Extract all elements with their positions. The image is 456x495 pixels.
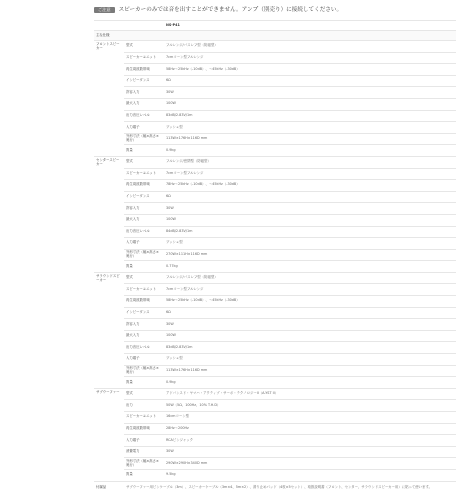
spec-label: 型式 [124, 156, 164, 168]
model-row [94, 21, 456, 31]
spec-label: 外形寸法（幅×高さ×奥行） [124, 133, 164, 145]
spec-label: 外形寸法（幅×高さ×奥行） [124, 249, 164, 261]
spec-row [94, 249, 456, 261]
spec-table [94, 20, 456, 495]
spec-label: 出力 [124, 400, 164, 412]
spec-row [94, 400, 456, 412]
spec-value: 270W×111H×116D mm [164, 249, 456, 261]
spec-value: 0.77kg [164, 261, 456, 273]
spec-value: 113W×176H×116D mm [164, 365, 456, 377]
spec-value: 50W（5Ω、100Hz、10% T.H.D） [164, 400, 456, 412]
notice-text: スピーカーのみでは音を出すことができません。アンプ（別売り）に接続してください。 [118, 6, 343, 13]
spec-label: インピーダンス [124, 191, 164, 203]
spec-value: アドバンスド・ヤマハ・アクティブ・サーボ・テクノロジーII（A-YST II） [164, 388, 456, 400]
spec-value: 290W×290H×340D mm [164, 458, 456, 470]
spec-label: 入力端子 [124, 238, 164, 250]
spec-row [94, 354, 456, 366]
spec-row [94, 203, 456, 215]
spec-row [94, 64, 456, 76]
section-label: 主な仕様 [94, 31, 124, 41]
spec-label: 入力端子 [124, 435, 164, 447]
spec-value: 78Hz～25kHz（-10dB）、～45kHz（-30dB） [164, 180, 456, 192]
model-value: NS-P41 [164, 21, 456, 31]
notice-badge: ご注意 [94, 7, 115, 14]
spec-label: 質量 [124, 469, 164, 481]
model-label [94, 21, 124, 31]
spec-label: 消費電力 [124, 446, 164, 458]
spec-row [94, 412, 456, 424]
spec-label: 許容入力 [124, 203, 164, 215]
spec-row [94, 377, 456, 389]
spec-label: スピーカーユニット [124, 168, 164, 180]
spec-label: 最大入力 [124, 214, 164, 226]
spec-value: 0.9kg [164, 145, 456, 157]
spec-row [94, 226, 456, 238]
accessory-category: 付属品 [94, 481, 124, 495]
spec-value: フルレンジ/密閉型（防磁型） [164, 156, 456, 168]
spec-label: 許容入力 [124, 319, 164, 331]
spec-label: 質量 [124, 145, 164, 157]
spec-label: 再生周波数帯域 [124, 64, 164, 76]
spec-value: 100W [164, 330, 456, 342]
spec-row [94, 145, 456, 157]
spec-row [94, 214, 456, 226]
spec-value: 7cmコーン型フルレンジ [164, 168, 456, 180]
spec-label: 再生周波数帯域 [124, 180, 164, 192]
spec-row [94, 156, 456, 168]
spec-row [94, 52, 456, 64]
spec-label: 入力端子 [124, 354, 164, 366]
spec-row [94, 296, 456, 308]
spec-category: フロントスピーカー [94, 41, 124, 157]
accessory-row [94, 481, 456, 495]
spec-value: 6Ω [164, 191, 456, 203]
spec-label: 出力音圧レベル [124, 226, 164, 238]
spec-value: 84dB/2.83V/1m [164, 226, 456, 238]
spec-label: スピーカーユニット [124, 284, 164, 296]
spec-value: フルレンジ/バスレフ型（防磁型） [164, 272, 456, 284]
spec-label: インピーダンス [124, 75, 164, 87]
spec-label: 最大入力 [124, 330, 164, 342]
spec-label: 再生周波数帯域 [124, 296, 164, 308]
spec-label: 許容入力 [124, 87, 164, 99]
spec-row [94, 168, 456, 180]
spec-row [94, 469, 456, 481]
spec-category: サラウンドスピーカー [94, 272, 124, 388]
spec-row [94, 122, 456, 134]
spec-row [94, 458, 456, 470]
spec-row [94, 319, 456, 331]
spec-label: 質量 [124, 377, 164, 389]
spec-row [94, 446, 456, 458]
spec-row [94, 180, 456, 192]
spec-row [94, 98, 456, 110]
spec-row [94, 110, 456, 122]
spec-row [94, 261, 456, 273]
spec-label: 型式 [124, 388, 164, 400]
spec-row [94, 238, 456, 250]
spec-value: 16cmコーン型 [164, 412, 456, 424]
accessory-value: サブウーファー用ピンケーブル（3m）、スピーカーケーブル（3m×4、5m×2）、滑り止めパッド（4枚×5セット）、取扱説明書（フロント、センター、サラウンドスピーカー用）に貼って使います。 [124, 481, 456, 495]
spec-value: 83dB/2.83V/1m [164, 110, 456, 122]
spec-row [94, 133, 456, 145]
spec-row [94, 191, 456, 203]
spec-value: 7cmコーン型フルレンジ [164, 284, 456, 296]
spec-category: サブウーファー [94, 388, 124, 481]
spec-row [94, 272, 456, 284]
spec-label: インピーダンス [124, 307, 164, 319]
spec-row [94, 330, 456, 342]
spec-label: 入力端子 [124, 122, 164, 134]
spec-value: 100W [164, 214, 456, 226]
spec-row [94, 307, 456, 319]
spec-label: 型式 [124, 41, 164, 53]
spec-value: 9.5kg [164, 469, 456, 481]
spec-value: 6Ω [164, 75, 456, 87]
spec-label: 再生周波数帯域 [124, 423, 164, 435]
spec-category: センタースピーカー [94, 156, 124, 272]
spec-value: 28Hz～200Hz [164, 423, 456, 435]
spec-label: スピーカーユニット [124, 412, 164, 424]
spec-label: 最大入力 [124, 98, 164, 110]
spec-label: 外形寸法（幅×高さ×奥行） [124, 365, 164, 377]
spec-label: 質量 [124, 261, 164, 273]
spec-row [94, 75, 456, 87]
spec-row [94, 87, 456, 99]
spec-label: 出力音圧レベル [124, 342, 164, 354]
spec-value: 6Ω [164, 307, 456, 319]
spec-value: 30W [164, 446, 456, 458]
spec-label: 型式 [124, 272, 164, 284]
spec-value: RCAピンジャック [164, 435, 456, 447]
spec-row [94, 365, 456, 377]
spec-value: 0.9kg [164, 377, 456, 389]
spec-label: 外形寸法（幅×高さ×奥行） [124, 458, 164, 470]
spec-row [94, 388, 456, 400]
spec-value: プッシュ型 [164, 238, 456, 250]
spec-value: プッシュ型 [164, 122, 456, 134]
spec-row [94, 423, 456, 435]
spec-row [94, 284, 456, 296]
spec-value: 7cmコーン型フルレンジ [164, 52, 456, 64]
spec-row [94, 41, 456, 53]
section-row [94, 31, 456, 41]
spec-value: フルレンジ/バスレフ型（防磁型） [164, 41, 456, 53]
spec-value: 30W [164, 87, 456, 99]
spec-label: スピーカーユニット [124, 52, 164, 64]
spec-row [94, 435, 456, 447]
spec-value: 30W [164, 319, 456, 331]
spec-value: 100W [164, 98, 456, 110]
spec-label: 出力音圧レベル [124, 110, 164, 122]
notice-bar [94, 3, 454, 17]
spec-value: 58Hz～25kHz（-10dB）、～45kHz（-30dB） [164, 296, 456, 308]
spec-value: 58Hz～25kHz（-10dB）、～45kHz（-30dB） [164, 64, 456, 76]
spec-value: プッシュ型 [164, 354, 456, 366]
spec-value: 113W×176H×116D mm [164, 133, 456, 145]
spec-row [94, 342, 456, 354]
spec-value: 30W [164, 203, 456, 215]
spec-value: 83dB/2.83V/1m [164, 342, 456, 354]
